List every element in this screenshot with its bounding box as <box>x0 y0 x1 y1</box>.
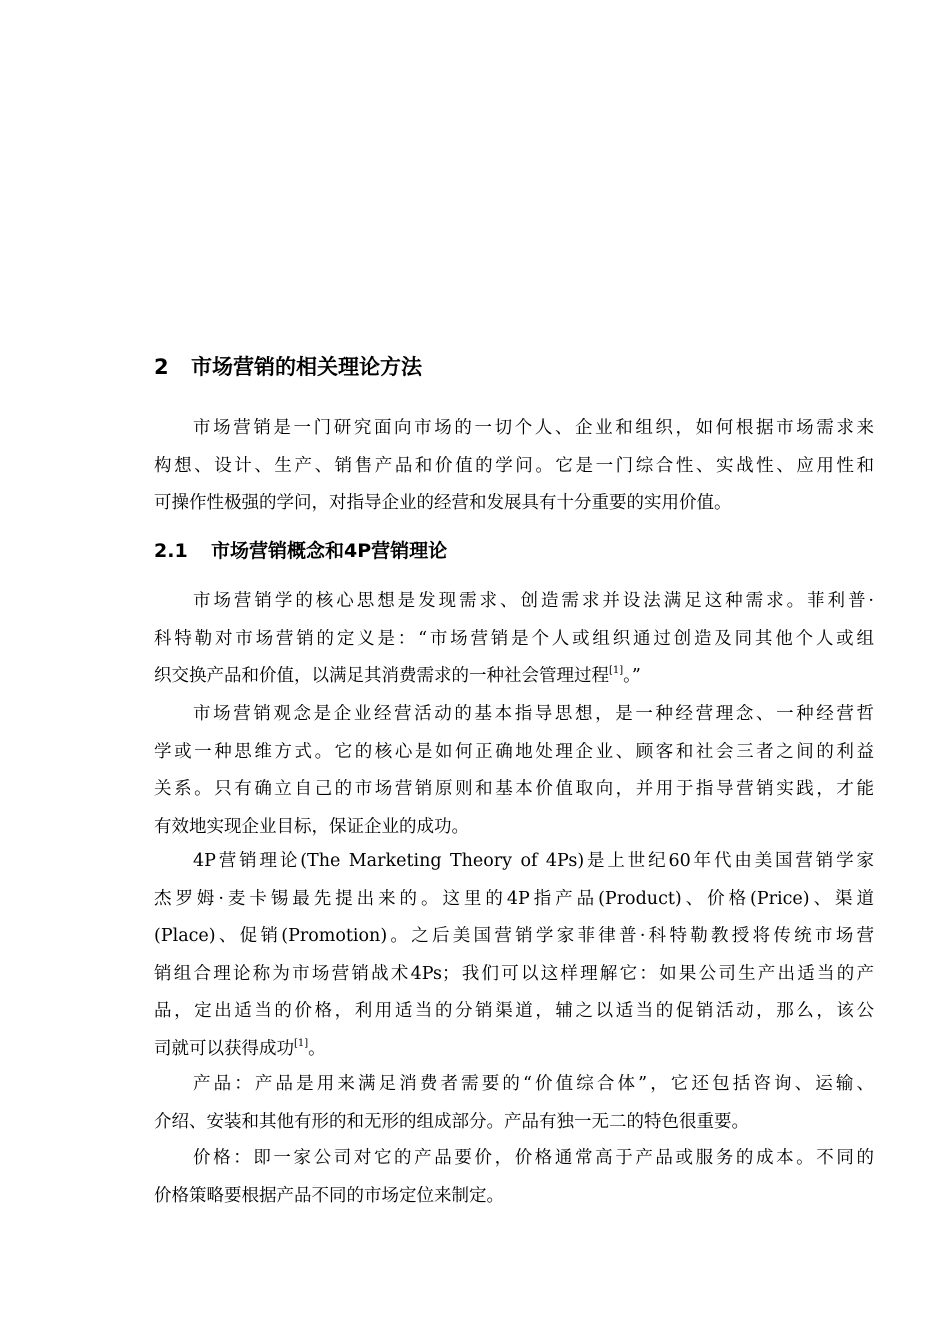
text-line: 销组合理论称为市场营销战术4Ps；我们可以这样理解它：如果公司生产出适当的产 <box>154 963 874 984</box>
text-segment: 。 <box>308 1038 326 1059</box>
text-line <box>154 1031 874 1069</box>
text-line: 4P营销理论(The Marketing Theory of 4Ps)是上世纪60年代由美国营销学家 <box>193 851 874 871</box>
text-line: 有效地实现企业目标，保证企业的成功。 <box>154 816 469 837</box>
citation-reference: [1] <box>609 665 624 676</box>
section-number: 2.1 <box>154 540 188 562</box>
paragraph-product <box>154 1066 874 1141</box>
text-segment: 。” <box>623 666 641 686</box>
citation-reference: [1] <box>294 1037 309 1049</box>
text-line: 关系。只有确立自己的市场营销原则和基本价值取向，并用于指导营销实践，才能 <box>154 779 874 799</box>
text-segment: 织交换产品和价值，以满足其消费需求的一种社会管理过程 <box>154 666 609 686</box>
paragraph-4p-theory <box>154 843 874 1068</box>
text-segment: 司就可以获得成功 <box>154 1038 294 1059</box>
text-line: 市场营销观念是企业经营活动的基本指导思想，是一种经营理念、一种经营哲 <box>193 704 874 724</box>
text-line: 品，定出适当的价格，利用适当的分销渠道，辅之以适当的促销活动，那么，该公 <box>154 1001 874 1021</box>
text-line: 市场营销是一门研究面向市场的一切个人、企业和组织，如何根据市场需求来 <box>193 418 874 438</box>
text-line: 产品：产品是用来满足消费者需要的“价值综合体”，它还包括咨询、运输、 <box>193 1074 874 1094</box>
text-line: 可操作性极强的学问，对指导企业的经营和发展具有十分重要的实用价值。 <box>154 493 732 513</box>
paragraph-marketing-definition <box>154 583 874 696</box>
text-line: 学或一种思维方式。它的核心是如何正确地处理企业、顾客和社会三者之间的利益 <box>154 741 874 762</box>
text-line: (Place)、促销(Promotion)。之后美国营销学家菲律普·科特勒教授将传统市场营 <box>154 926 874 946</box>
section-title: 市场营销概念和4P营销理论 <box>211 540 448 562</box>
text-line <box>154 658 874 696</box>
paragraph-marketing-concept <box>154 696 874 846</box>
paragraph-price <box>154 1140 874 1215</box>
text-line: 构想、设计、生产、销售产品和价值的学问。它是一门综合性、实战性、应用性和 <box>154 455 874 476</box>
chapter-title: 市场营销的相关理论方法 <box>191 355 422 379</box>
text-line: 介绍、安装和其他有形的和无形的组成部分。产品有独一无二的特色很重要。 <box>154 1111 749 1132</box>
chapter-number: 2 <box>154 355 169 379</box>
text-line: 市场营销学的核心思想是发现需求、创造需求并设法满足这种需求。菲利普· <box>193 591 874 611</box>
text-line: 价格策略要根据产品不同的市场定位来制定。 <box>154 1185 504 1206</box>
text-line: 价格：即一家公司对它的产品要价，价格通常高于产品或服务的成本。不同的 <box>193 1148 874 1168</box>
text-line: 杰罗姆·麦卡锡最先提出来的。这里的4P指产品(Product)、价格(Price)、渠道 <box>154 888 874 909</box>
intro-paragraph <box>154 410 874 523</box>
text-line: 科特勒对市场营销的定义是：“市场营销是个人或组织通过创造及同其他个人或组 <box>154 628 874 649</box>
chapter-heading <box>154 350 422 384</box>
section-heading <box>154 535 447 567</box>
